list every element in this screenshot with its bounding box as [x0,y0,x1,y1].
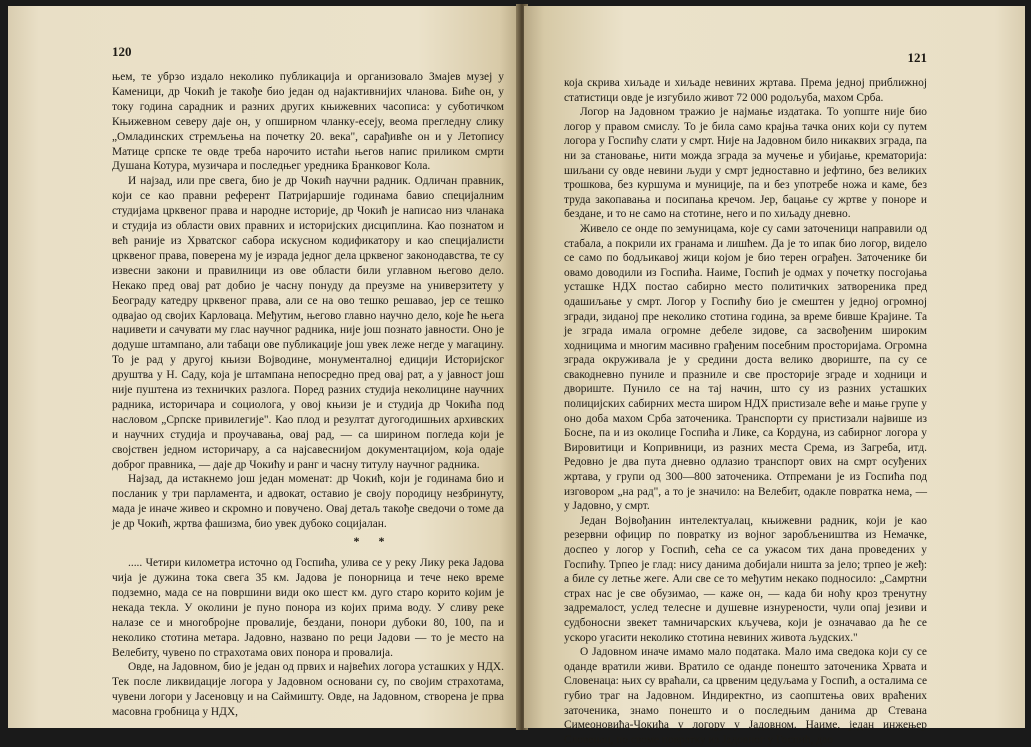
left-paragraph-3: Најзад, да истакнемо још један моменат: др Чокић, који је годинама био и посланик у три парламента, и адвокат, оставио је своју породицу незбринуту, мада је иначе живео и скромно и повучено. Овај детаљ такође сведочи о томе да је др Чокић, жртва фашизма, био увек дубоко социјалан. [112,473,504,531]
right-paragraph-continued: која скрива хиљаде и хиљаде невиних жртава. Према једној приближној статистици овде је изгубило живот 72 000 родољуба, махом Срба. [564,77,927,104]
left-paragraph-2: И најзад, или пре свега, био је др Чокић научни радник. Одличан правник, који се као правни референт Патријаршије годинама бавио специјалним студијама црквеног права и народне историје, др Чокић је написао низ чланака и студија из области ових правних и историјских дисциплина. Као познатом и већ раније из Хрватског сабора искусном кодификатору и као специјалисти црквеног права, поверена му је израда једног дела црквеног законодавства, те су извесни закони и правилници из ове области били углавном његово дело. Некако пред овај рат добио је часну понуду да преузме на универзитету у Београду катедру црквеног права, али се на ово тешко решавао, јер се тешко одвајао од својих Карловаца. Међутим, његово главно научно дело, које ће њега наџивети и сачувати му глас научног радника, није још познато јавности. Оно је додуше штампано, али табаци ове публикације још увек леже негде у магацину. То је рад у другој књизи Војводине, монументалној едицији Историјског друштва у Н. Саду, која је штампана непосредно пред овај рат, а у јавност још није пуштена из техничких разлога. Поред разних студија неколицине научних радника, историчара и социолога, у овој књизи је и студија др Чокића под насловом „Српске привилегије". Као плод и резултат дугогодишњих архивских и научних студија и проучавања, овај рад, — са ширином погледа који је својствен једном историчару, а са најсавеснијом документацијом, која одаје доброг правника, — даје др Чокићу и ранг и часну титулу научног радника. [112,175,504,471]
left-paragraph-4: ..... Четири километра источно од Госпића, улива се у реку Лику река Јадова чија је дужина тока свега 35 км. Јадова је понорница и тече неко време подземно, мада се на површини види око шест км. дуго старо корито којим је некада текла. У околини је пуно понора из којих прима воду. У сливу реке налазе се и многобројне провалије, бездани, понори дубоки 80, 100, па и неколико стотина метара. Јадовно, названо по реци Јадови — то је место на Велебиту, чувено по страхотама ових понора и провалија. [112,557,504,659]
right-paragraph-1: Логор на Јадовном тражио је најмање издатака. То уопште није био логор у правом смислу. То је била само крајња тачка оних који су путем логора у Госпићу слати у смрт. Није на Јадовном било никаквих зграда, па ни за становање, нити можда зграда за мучење и убијање, крематорија: шиљани су овде невини људи у смрт једноставно и јефтино, без великих трошкова, без куршума и муниције, па и без употребе ножа и каме, без труда закопавања и посипања кречом. Јер, бацање су жртве у поноре и бездане, и то не само на стотине, него и по хиљаду дневно. [564,106,927,221]
right-paragraph-3: Један Војвођанин интелектуалац, књижевни радник, који је као резервни официр по повратку из војног заробљеништва из Немачке, доспео у логор у Госпић, сећа се са ужасом тих дана проведених у Госпићу. Трпео је глад: нису данима добијали ништа за јело; трпео је жеђ: а биле су летње жеге. Али све се то међутим некако подносило: „Самртни страх нас је све обузимао, — каже он, — када би ноћу кроз тренутну задремалост, услед телесне и душевне изнурености, чули опај језиви и судбоносни звекет тамничарских кључева, који је означавао да ће се ускоро угасити неколико стотина невиних живота људских." [564,514,927,644]
right-page [524,6,1025,746]
left-page-number: 120 [112,44,132,59]
section-separator: * * [353,534,393,549]
right-paragraph-4: О Јадовном иначе имамо мало података. Мало има сведока који су се оданде вратили живи. Вратило се оданде понешто заточеника Хрвата и Словенаца: њих су враћали, са црвеним цедуљама у Госпић, а осталима се губио траг на Јадовном. Индиректно, из саопштења ових враћених заточеника, знамо понешто и о последњим данима др Стевана Симеоновића-Чокића у логору у Јадовном. Наиме, један инжењер Словенац, по своме повратку из Јадовног у Госпић, дао [564,646,927,746]
right-page-number: 121 [907,50,927,65]
left-paragraph-5: Овде, на Јадовном, био је један од првих и највећих логора усташких у НДХ. Тек после ликвидације логора у Јадовном основани су, по својим страхотама, чувени логори у Јасеновцу и на Саймишту. Овде, на Јадовном, створена је прва масовна гробница у НДХ, [112,661,504,719]
left-page [8,6,520,728]
left-paragraph-1: њем, те убрзо издало неколико публикација и организовало Змајев музеј у Каменици, др Чокић је такође био један од најактивнијих чланова. Биће он, у току година сарадник и разних других књижевних часописа: у суботичком Књижевном северу даје он, у опширном чланку-есеју, веома прегледну слику „Омладинских стремљења на почетку 20. века", сарађивће он и у Летопису Матице српске те овде треба нарочито истаћи његов напис приликом смрти Душана Котура, музичара и последњег уредника Бранковог Кола. [112,71,504,173]
right-paragraph-2: Живело се онде по земуницама, које су сами заточеници направили од стабала, а покрили их гранама и лишћем. Да је то ипак био логор, видело се само по бодљикавој жици којом је био терен ограђен. Заточенике би овамо доводили из Госпића. Наиме, Госпић је одмах у почетку посгојања усташке НДХ постао сабирно место политичких затвореника пред одашиљање у смрт. Логор у Госпићу био је смештен у једној огромној згради, зиданој пре неколико стотина година, за време бивше Крајине. Та је зграда имала огромне дебеле зидове, са засвођеним широким ходницима и многим масивно грађеним посебним просторијама. Огромна зграда окруживала је у средини доста велико двориште, па су се свакодневно пуниле и празниле и све просторије зграде и ходници и двориште. Пунило се на тај начин, што су из разних усташких полицијских сабирних места широм НДХ пристизале веће и мање групе у оно доба махом Срба заточеника. Транспорти су пристизали највише из Босне, па и из околице Госпића и Лике, са Кордуна, из сабирног логора у Вировитици и Копривници, из разних места Срема, из Загреба, итд. Редовно је два пута дневно одлазио транспорт ових на смрт осуђених жртава, у групи од 300—800 заточеника. Отпремани је из Госпића под изговором „на рад", а то је значило: на Велебит, одакле повратка нема, — у Јадовно, у смрт. [564,222,927,513]
